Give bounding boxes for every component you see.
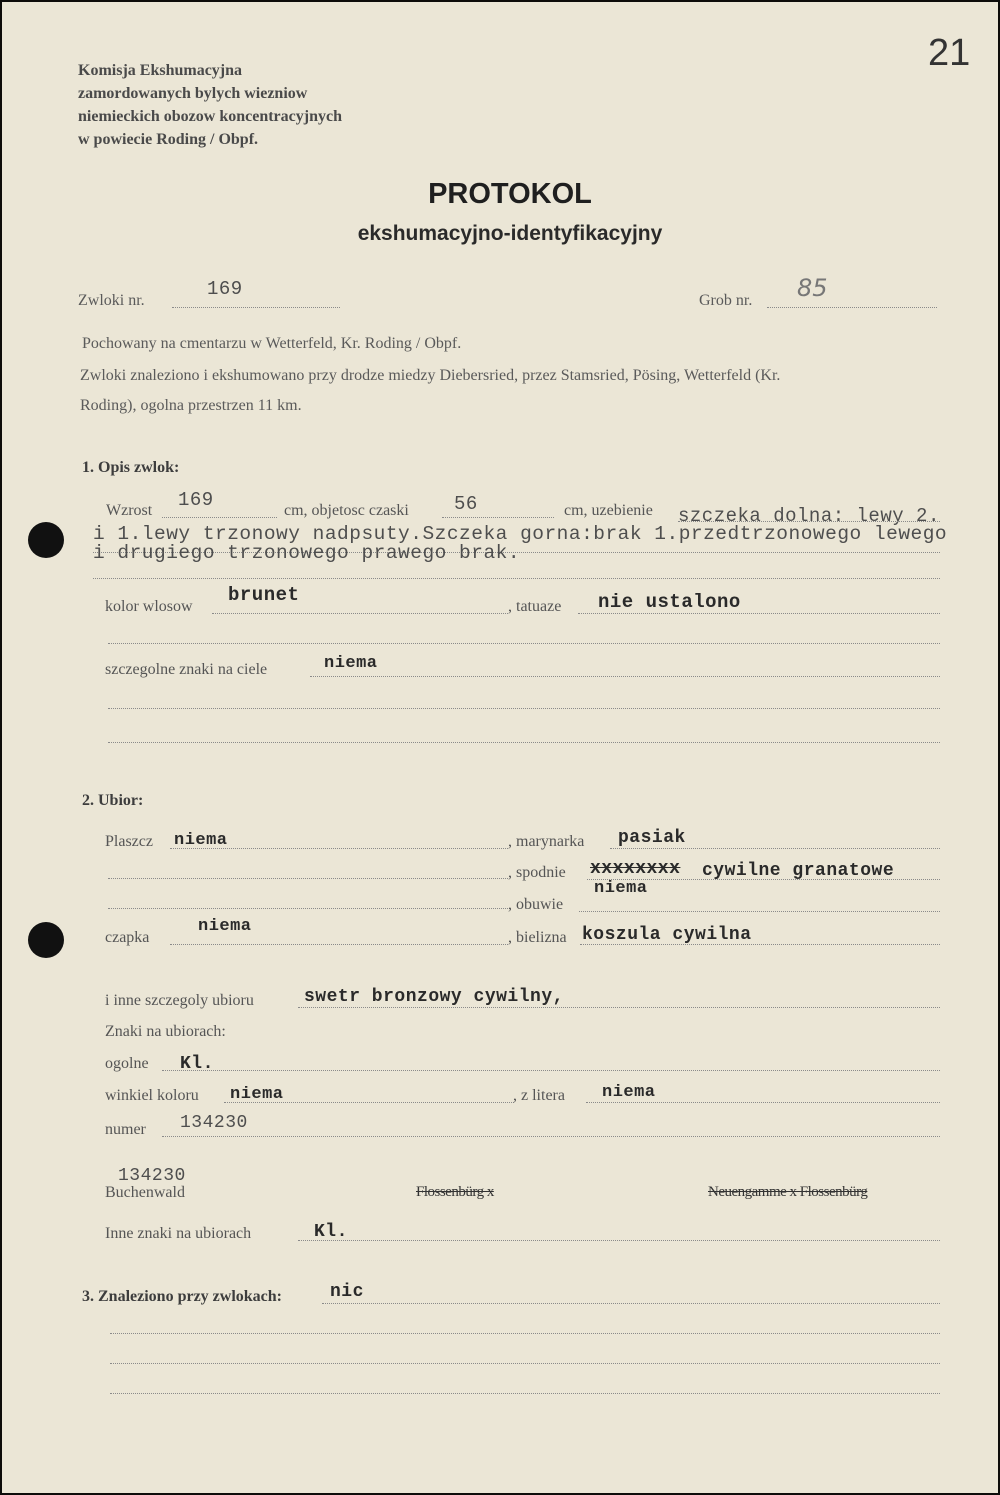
header-line: niemieckich obozow koncentracyjnych	[78, 108, 342, 125]
cm-czaszka-label: cm, objetosc czaski	[284, 502, 409, 519]
czapka-value: niema	[198, 917, 252, 936]
plaszcz-value: niema	[174, 831, 228, 850]
commission-header	[78, 59, 342, 151]
wzrost-value: 169	[178, 489, 214, 511]
grob-label: Grob nr.	[699, 292, 753, 309]
winkiel-value: niema	[230, 1085, 284, 1104]
tatuaze-value: nie ustalono	[598, 591, 741, 613]
buchenwald-label: Buchenwald	[105, 1184, 185, 1201]
punch-hole	[28, 922, 64, 958]
inne-znaki-value: Kl.	[314, 1222, 348, 1242]
numer-value: 134230	[180, 1113, 248, 1133]
header-line: Komisja Ekshumacyjna	[78, 62, 243, 79]
znaki-value: niema	[324, 654, 378, 673]
cm-uzebienie-label: cm, uzebienie	[564, 502, 653, 519]
wlosy-value: brunet	[228, 584, 300, 606]
numer-label: numer	[105, 1121, 146, 1138]
spodnie-value: cywilne granatowe	[702, 861, 895, 881]
uzebienie-line2: i 1.lewy trzonowy nadpsuty.Szczeka gorna:brak 1.przedtrzonowego lewego	[93, 523, 948, 545]
ogolne-value: Kl.	[180, 1054, 214, 1074]
winkiel-label: winkiel koloru	[105, 1087, 199, 1104]
znaki-ubior-label: Znaki na ubiorach:	[105, 1023, 226, 1040]
bielizna-value: koszula cywilna	[582, 925, 752, 945]
marynarka-value: pasiak	[618, 828, 686, 848]
obuwie-value: niema	[594, 879, 648, 898]
marynarka-label: , marynarka	[508, 833, 585, 850]
section3-value: nic	[330, 1282, 364, 1302]
exhumation-route-cont: Roding), ogolna przestrzen 11 km.	[80, 397, 302, 414]
bielizna-label: , bielizna	[508, 929, 567, 946]
struck-camp-right: Neuengamme x Flossenbürg	[708, 1184, 868, 1200]
litera-value: niema	[602, 1083, 656, 1102]
grob-value: 85	[797, 274, 828, 302]
header-line: zamordowanych bylych wiezniow	[78, 85, 308, 102]
buchenwald-number: 134230	[118, 1166, 186, 1186]
litera-label: , z litera	[513, 1087, 565, 1104]
spodnie-label: , spodnie	[508, 864, 566, 881]
czapka-label: czapka	[105, 929, 150, 946]
section2-heading: 2. Ubior:	[82, 792, 144, 809]
page-number: 21	[928, 32, 971, 74]
inne-szczegoly-label: i inne szczegoly ubioru	[105, 992, 254, 1009]
document-title: PROTOKOL	[428, 178, 592, 210]
header-line: w powiecie Roding / Obpf.	[78, 131, 259, 148]
zwloki-value: 169	[207, 278, 243, 300]
wzrost-label: Wzrost	[106, 502, 153, 519]
struck-camp-mid: Flossenbürg x	[416, 1184, 494, 1200]
exhumation-route: Zwloki znaleziono i ekshumowano przy drodze miedzy Diebersried, przez Stamsried, Pösing, Wetterfeld (Kr.	[80, 367, 781, 384]
document-subtitle: ekshumacyjno-identyfikacyjny	[357, 222, 663, 245]
zwloki-label: Zwloki nr.	[78, 292, 145, 309]
protocol-page	[2, 2, 998, 1493]
plaszcz-label: Plaszcz	[105, 833, 153, 850]
burial-place: Pochowany na cmentarzu w Wetterfeld, Kr. Roding / Obpf.	[82, 335, 462, 352]
punch-hole	[28, 522, 64, 558]
spodnie-struck: xxxxxxxx	[590, 859, 681, 879]
wlosy-label: kolor wlosow	[105, 598, 193, 615]
inne-znaki-label: Inne znaki na ubiorach	[105, 1225, 252, 1242]
czaszka-value: 56	[454, 493, 478, 515]
section1-heading: 1. Opis zwlok:	[82, 459, 180, 476]
section3-heading: 3. Znaleziono przy zwlokach:	[82, 1288, 282, 1305]
ogolne-label: ogolne	[105, 1055, 149, 1072]
obuwie-label: , obuwie	[508, 896, 564, 913]
inne-szczegoly-value: swetr bronzowy cywilny,	[304, 987, 564, 1007]
znaki-label: szczegolne znaki na ciele	[105, 661, 268, 678]
tatuaze-label: , tatuaze	[508, 598, 562, 615]
uzebienie-line1: szczeka dolna: lewy 2.	[678, 505, 940, 527]
uzebienie-line3: i drugiego trzonowego prawego brak.	[93, 542, 521, 564]
